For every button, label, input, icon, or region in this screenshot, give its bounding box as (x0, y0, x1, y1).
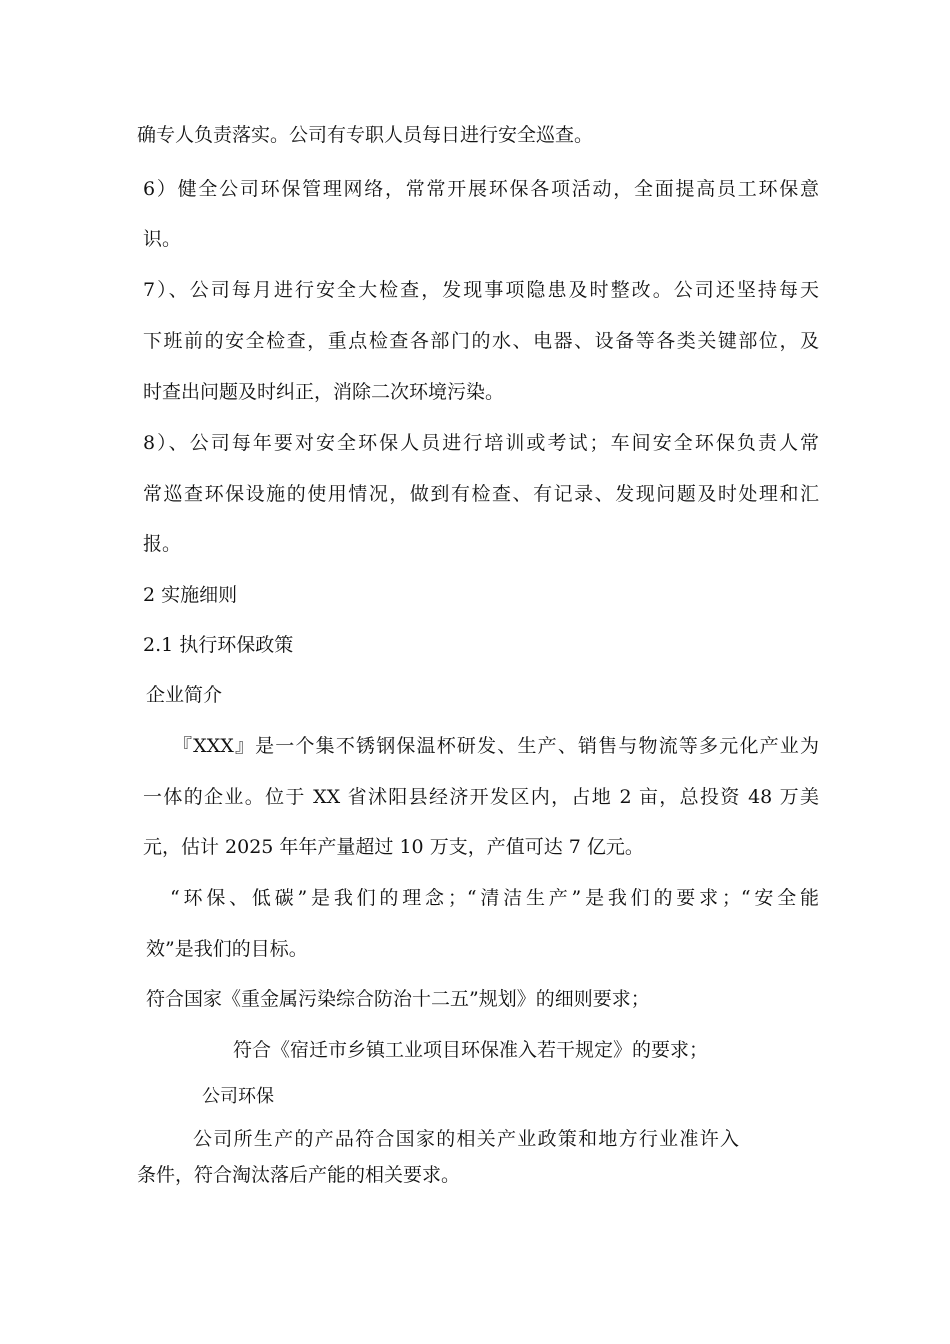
paragraph-line: 7）、公司每月进行安全大检查，发现事项隐患及时整改。公司还坚持每天 (143, 279, 819, 301)
paragraph-line: 常巡查环保设施的使用情况，做到有检查、有记录、发现问题及时处理和汇 (143, 483, 819, 505)
subheading: 公司环保 (202, 1086, 274, 1107)
paragraph-line: 『XXX』是一个集不锈钢保温杯研发、生产、销售与物流等多元化产业为 (173, 735, 819, 757)
paragraph-line: 6）健全公司环保管理网络，常常开展环保各项活动，全面提高员工环保意 (143, 178, 819, 200)
paragraph-line: 8）、公司每年要对安全环保人员进行培训或考试；车间安全环保负责人常 (143, 432, 819, 454)
paragraph-line: 公司所生产的产品符合国家的相关产业政策和地方行业准许入 (193, 1128, 739, 1150)
paragraph-line: 报。 (143, 533, 182, 555)
subheading: 企业简介 (146, 684, 223, 706)
paragraph-line: 一体的企业。位于 XX 省沭阳县经济开发区内，占地 2 亩，总投资 48 万美 (143, 786, 819, 808)
paragraph-line: 确专人负责落实。公司有专职人员每日进行安全巡查。 (137, 124, 594, 146)
paragraph-line: 时查出问题及时纠正，消除二次环境污染。 (143, 381, 505, 403)
paragraph-line: 元，估计 2025 年年产量超过 10 万支，产值可达 7 亿元。 (143, 836, 644, 858)
paragraph-line: 识。 (143, 228, 182, 250)
paragraph-line: 条件，符合淘汰落后产能的相关要求。 (137, 1164, 461, 1186)
paragraph-line: 效”是我们的目标。 (146, 938, 308, 960)
paragraph-line: 符合《宿迁市乡镇工业项目环保准入若干规定》的要求； (233, 1039, 709, 1061)
paragraph-line: 符合国家《重金属污染综合防治十二五”规划》的细则要求； (146, 988, 650, 1010)
paragraph-line: “环保、低碳”是我们的理念；“清洁生产”是我们的要求；“安全能 (170, 887, 819, 909)
paragraph-line: 下班前的安全检查，重点检查各部门的水、电器、设备等各类关键部位，及 (143, 330, 819, 352)
subsection-heading: 2.1 执行环保政策 (143, 634, 294, 656)
section-heading: 2 实施细则 (143, 584, 238, 606)
